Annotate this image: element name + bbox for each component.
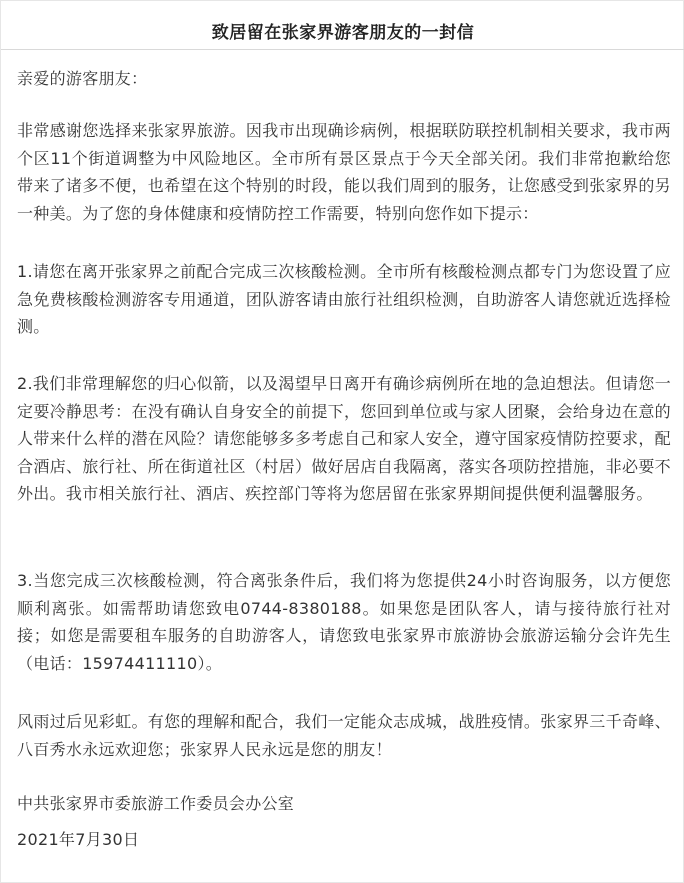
paragraph-closing: 风雨过后见彩虹。有您的理解和配合，我们一定能众志成城，战胜疫情。张家界三千奇峰、八百秀水永远欢迎您；张家界人民永远是您的朋友！ [17,712,671,759]
letter-date: 2021年7月30日 [17,830,140,849]
salutation: 亲爱的游客朋友： [17,69,148,88]
paragraph-item-3: 3.当您完成三次核酸检测，符合离张条件后，我们将为您提供24小时咨询服务，以方便您顺利离张。如需帮助请您致电0744-8380188。如果您是团队客人，请与接待旅行社对接；如您是需要租车服务的自助游客人，请您致电张家界市旅游协会旅游运输分会许先生（电话：15974411110）。 [17,571,671,673]
signature: 中共张家界市委旅游工作委员会办公室 [17,794,295,813]
paragraph-item-2: 2.我们非常理解您的归心似箭，以及渴望早日离开有确诊病例所在地的急迫想法。但请您一定要冷静思考：在没有确认自身安全的前提下，您回到单位或与家人团聚，会给身边在意的人带来什么样的潜在风险？请您能够多多考虑自己和家人安全，遵守国家疫情防控要求，配合酒店、旅行社、所在街道社区（村居）做好居店自我隔离，落实各项防控措施，非必要不外出。我市相关旅行社、酒店、疾控部门等将为您居留在张家界期间提供便利温馨服务。 [17,374,671,503]
title-divider [1,49,684,50]
letter-title: 致居留在张家界游客朋友的一封信 [211,23,475,43]
paragraph-intro: 非常感谢您选择来张家界旅游。因我市出现确诊病例，根据联防联控机制相关要求，我市两个区11个街道调整为中风险地区。全市所有景区景点于今天全部关闭。我们非常抱歉给您带来了诸多不便，也希望在这个特别的时段，能以我们周到的服务，让您感受到张家界的另一种美。为了您的身体健康和疫情防控工作需要，特别向您作如下提示： [17,121,671,223]
paragraph-item-1: 1.请您在离开张家界之前配合完成三次核酸检测。全市所有核酸检测点都专门为您设置了应急免费核酸检测游客专用通道，团队游客请由旅行社组织检测，自助游客人请您就近选择检测。 [17,262,671,336]
